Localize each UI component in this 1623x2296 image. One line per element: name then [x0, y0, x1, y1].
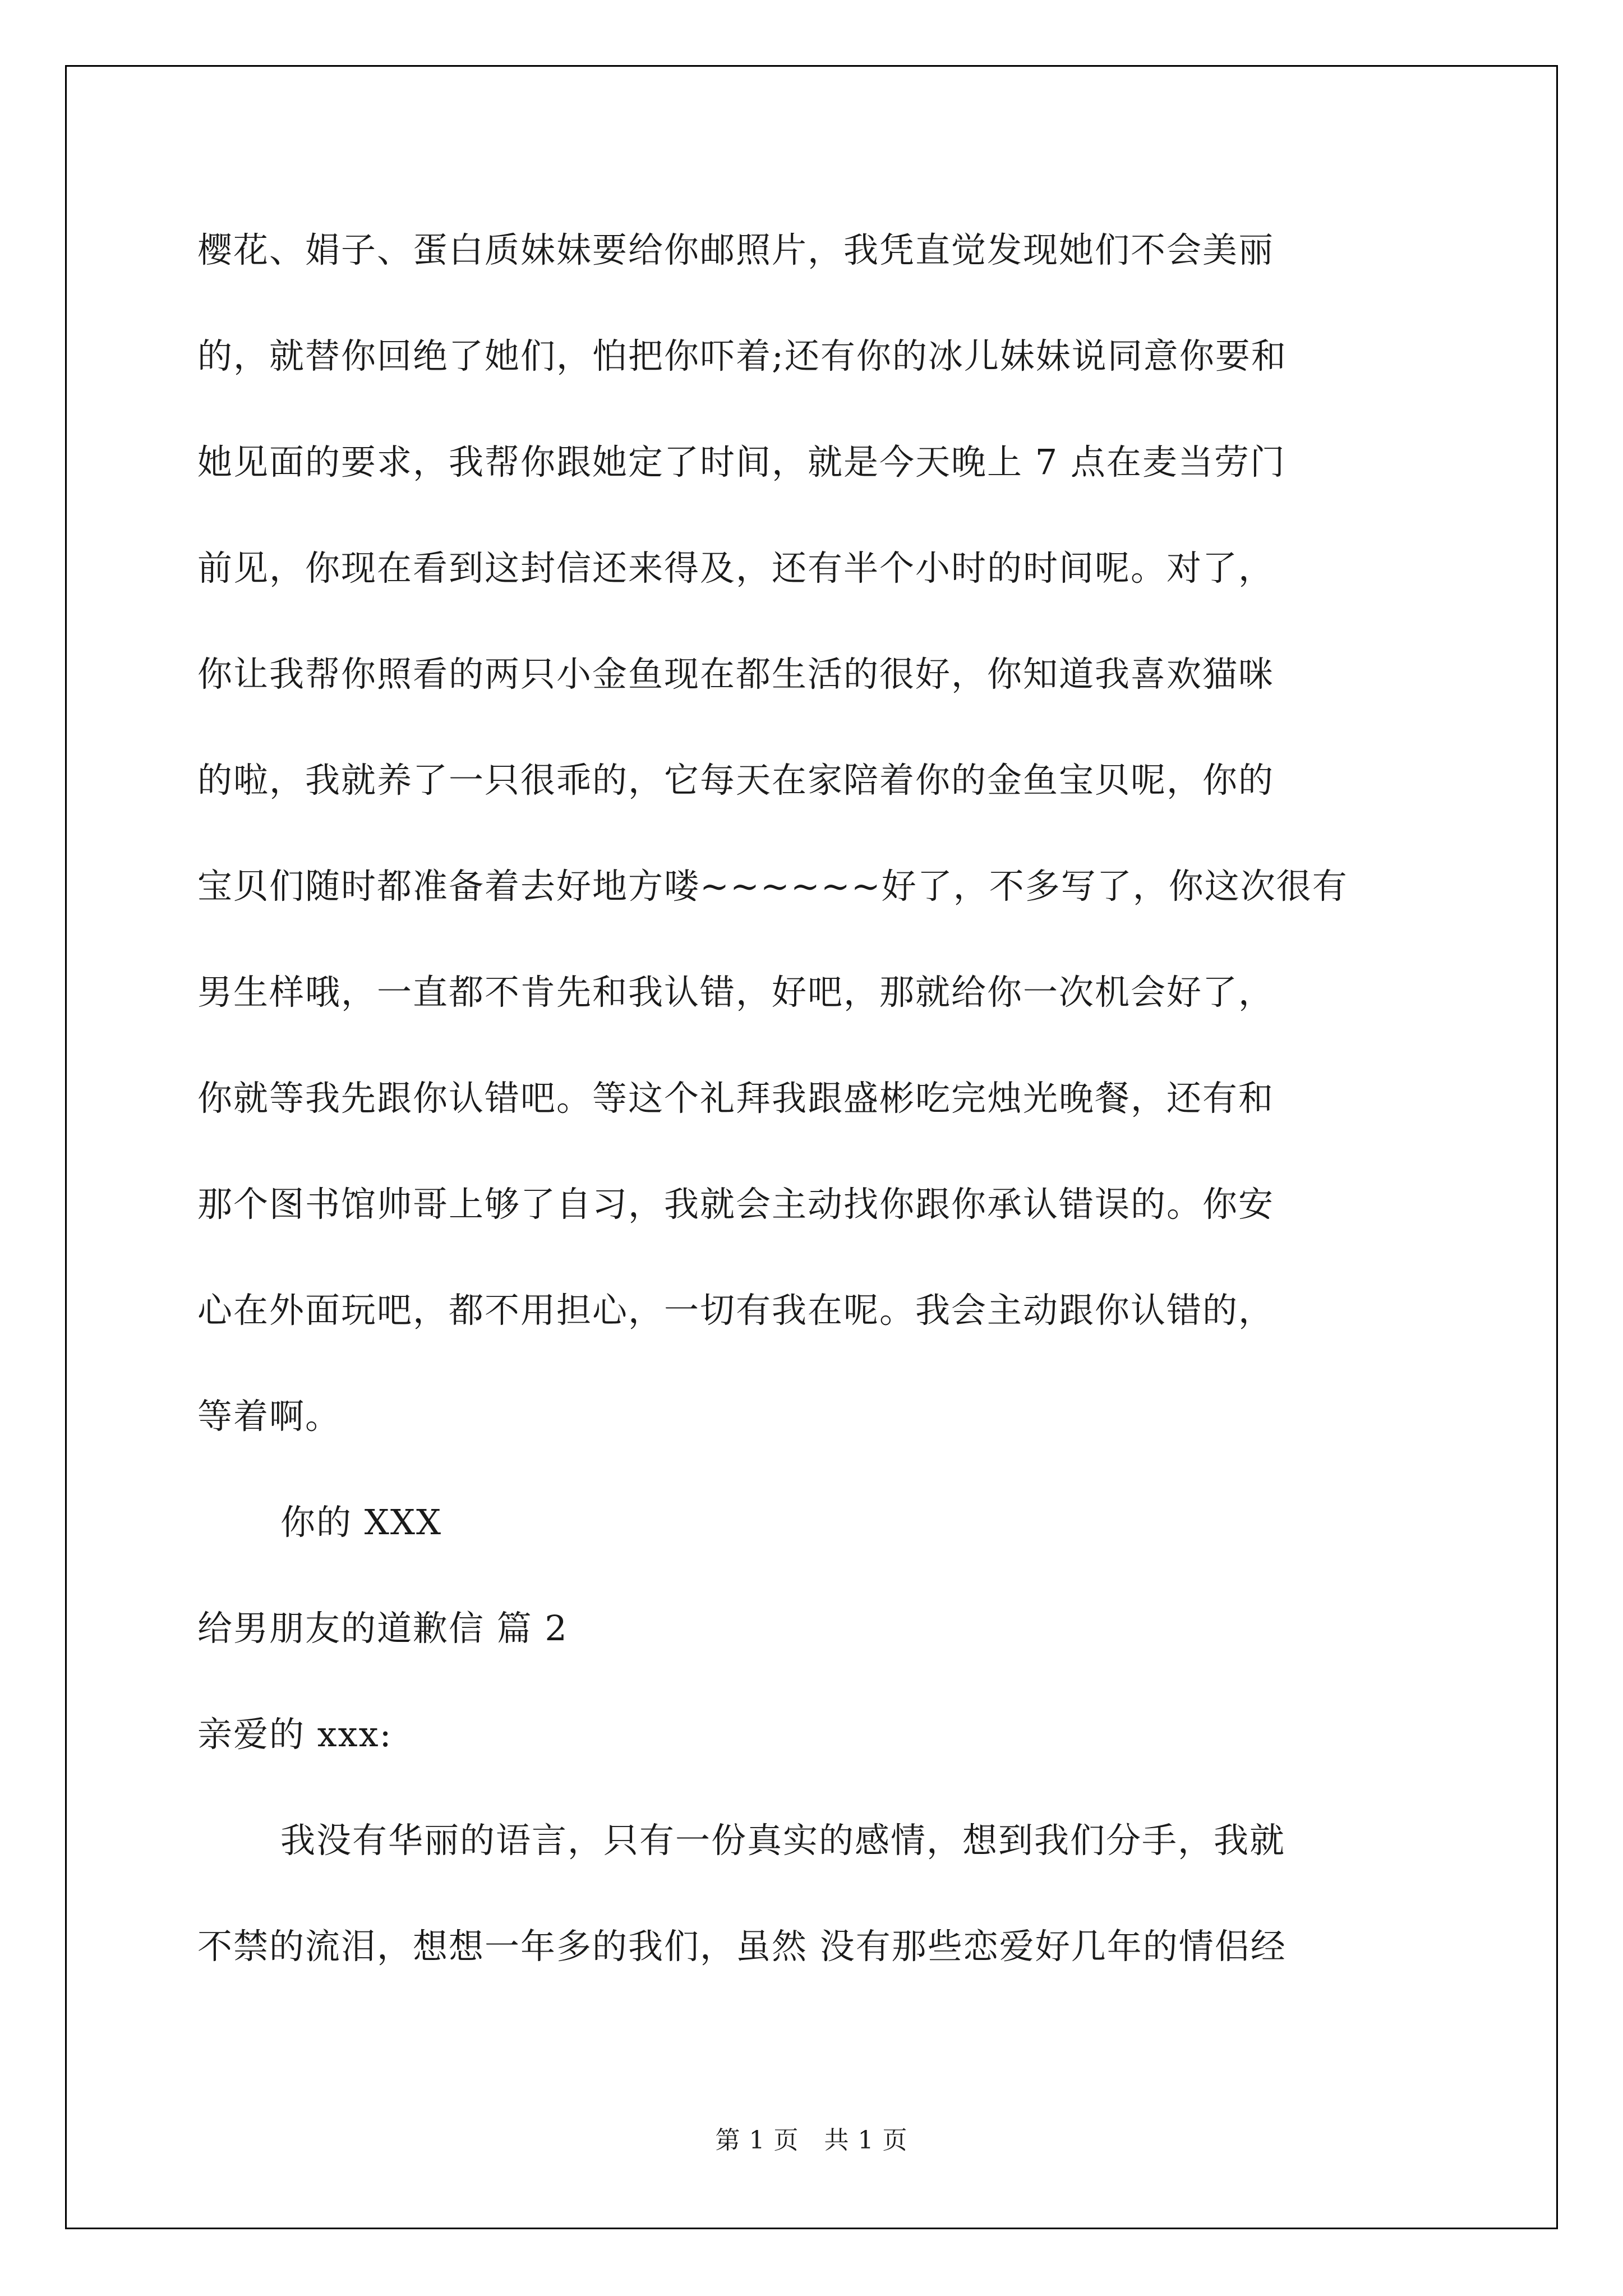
signature: 你的 XXX [280, 1502, 442, 1543]
body-line: 那个图书馆帅哥上够了自习，我就会主动找你跟你承认错误的。你安 [197, 1184, 1275, 1225]
letter-line: 我没有华丽的语言，只有一份真实的感情，想到我们分手，我就 [280, 1820, 1286, 1861]
section-title: 给男朋友的道歉信 篇 2 [197, 1608, 568, 1649]
body-line: 宝贝们随时都准备着去好地方喽~~~~~~好了，不多写了，你这次很有 [197, 866, 1348, 907]
page-border [65, 65, 1558, 2229]
body-line: 前见，你现在看到这封信还来得及，还有半个小时的时间呢。对了， [197, 547, 1275, 588]
body-line: 的啦，我就养了一只很乖的，它每天在家陪着你的金鱼宝贝呢，你的 [197, 760, 1275, 800]
body-line: 的，就替你回绝了她们，怕把你吓着;还有你的冰儿妹妹说同意你要和 [197, 335, 1287, 376]
body-line: 她见面的要求，我帮你跟她定了时间，就是今天晚上 7 点在麦当劳门 [197, 441, 1286, 482]
body-line: 等着啊。 [197, 1396, 342, 1437]
body-line: 心在外面玩吧，都不用担心，一切有我在呢。我会主动跟你认错的， [197, 1290, 1275, 1331]
letter-line: 不禁的流泪，想想一年多的我们，虽然 没有那些恋爱好几年的情侣经 [197, 1926, 1287, 1967]
body-line: 男生样哦，一直都不肯先和我认错，好吧，那就给你一次机会好了， [197, 972, 1275, 1013]
body-line: 你就等我先跟你认错吧。等这个礼拜我跟盛彬吃完烛光晚餐，还有和 [197, 1078, 1275, 1119]
body-line: 樱花、娟子、蛋白质妹妹要给你邮照片，我凭直觉发现她们不会美丽 [197, 229, 1275, 270]
body-line: 你让我帮你照看的两只小金鱼现在都生活的很好，你知道我喜欢猫咪 [197, 654, 1275, 694]
salutation: 亲爱的 xxx: [197, 1714, 393, 1755]
page-footer: 第 1 页 共 1 页 [715, 2126, 908, 2155]
